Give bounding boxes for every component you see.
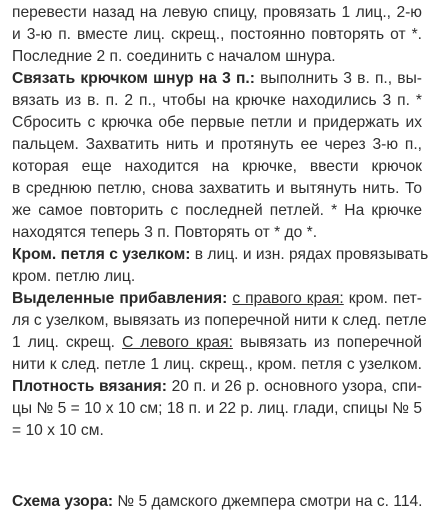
text-line-2: и 3-ю п. вместе лиц. скрещ., постоянно повторять от *.: [12, 26, 422, 43]
section-gauge: Плотность вязания: 20 п. и 26 р. основного узора, спи-: [12, 378, 422, 395]
heading-gauge: Плотность вязания:: [12, 378, 167, 395]
text-line-9: в среднюю петлю, снова захватить и вытянуть нить. То: [12, 180, 422, 197]
heading-increases: Выделенные прибавления:: [12, 290, 228, 307]
section-scheme: Схема узора: № 5 дамского джемпера смотри на с. 114.: [12, 493, 423, 510]
heading-edge-stitch: Кром. петля с узелком:: [12, 246, 191, 263]
text-line-17: нити к след. петле 1 лиц. скрещ., кром. петля с узелком.: [12, 356, 422, 373]
text-line-6: Сбросить с крючка обе первые петли и придержать их: [12, 114, 422, 131]
heading-scheme: Схема узора:: [12, 493, 114, 510]
text-line-11: находятся теперь 3 п. Повторять от * до *.: [12, 224, 318, 241]
text-line-5: вязать из в. п. 2 п., чтобы на крючке находились 3 п. *: [12, 92, 422, 109]
text-line-7: пальцем. Захватить нить и протянуть ее через 3-ю п.,: [12, 136, 422, 153]
text-line-10: же самое повторить с последней петлей. * На крючке: [12, 202, 422, 219]
text-line-19: цы № 5 = 10 х 10 см; 18 п. и 22 р. лиц. глади, спицы № 5: [12, 400, 422, 417]
section-increases: Выделенные прибавления: с правого края: кром. пет-: [12, 290, 422, 307]
text-line-15: ля с узелком, вывязать из поперечной нити к след. петле: [12, 312, 427, 329]
right-edge-label: с правого края:: [232, 290, 344, 307]
text-line-8: которая еще находится на крючке, ввести крючок: [12, 158, 422, 175]
text-line-16: 1 лиц. скрещ. С левого края: вывязать из поперечной: [12, 334, 422, 351]
text-line-13: кром. петлю лиц.: [12, 268, 136, 285]
section-cord: Связать крючком шнур на 3 п.: выполнить 3 в. п., вы-: [12, 70, 422, 87]
text-line-20: = 10 х 10 см.: [12, 422, 104, 439]
heading-cord: Связать крючком шнур на 3 п.:: [12, 70, 255, 87]
text-line-3: Последние 2 п. соединить с началом шнура.: [12, 48, 336, 65]
section-edge-stitch: Кром. петля с узелком: в лиц. и изн. рядах провязывать: [12, 246, 429, 263]
text-line-1: перевести назад на левую спицу, провязать 1 лиц., 2-ю: [12, 4, 422, 21]
left-edge-label: С левого края:: [122, 334, 233, 351]
